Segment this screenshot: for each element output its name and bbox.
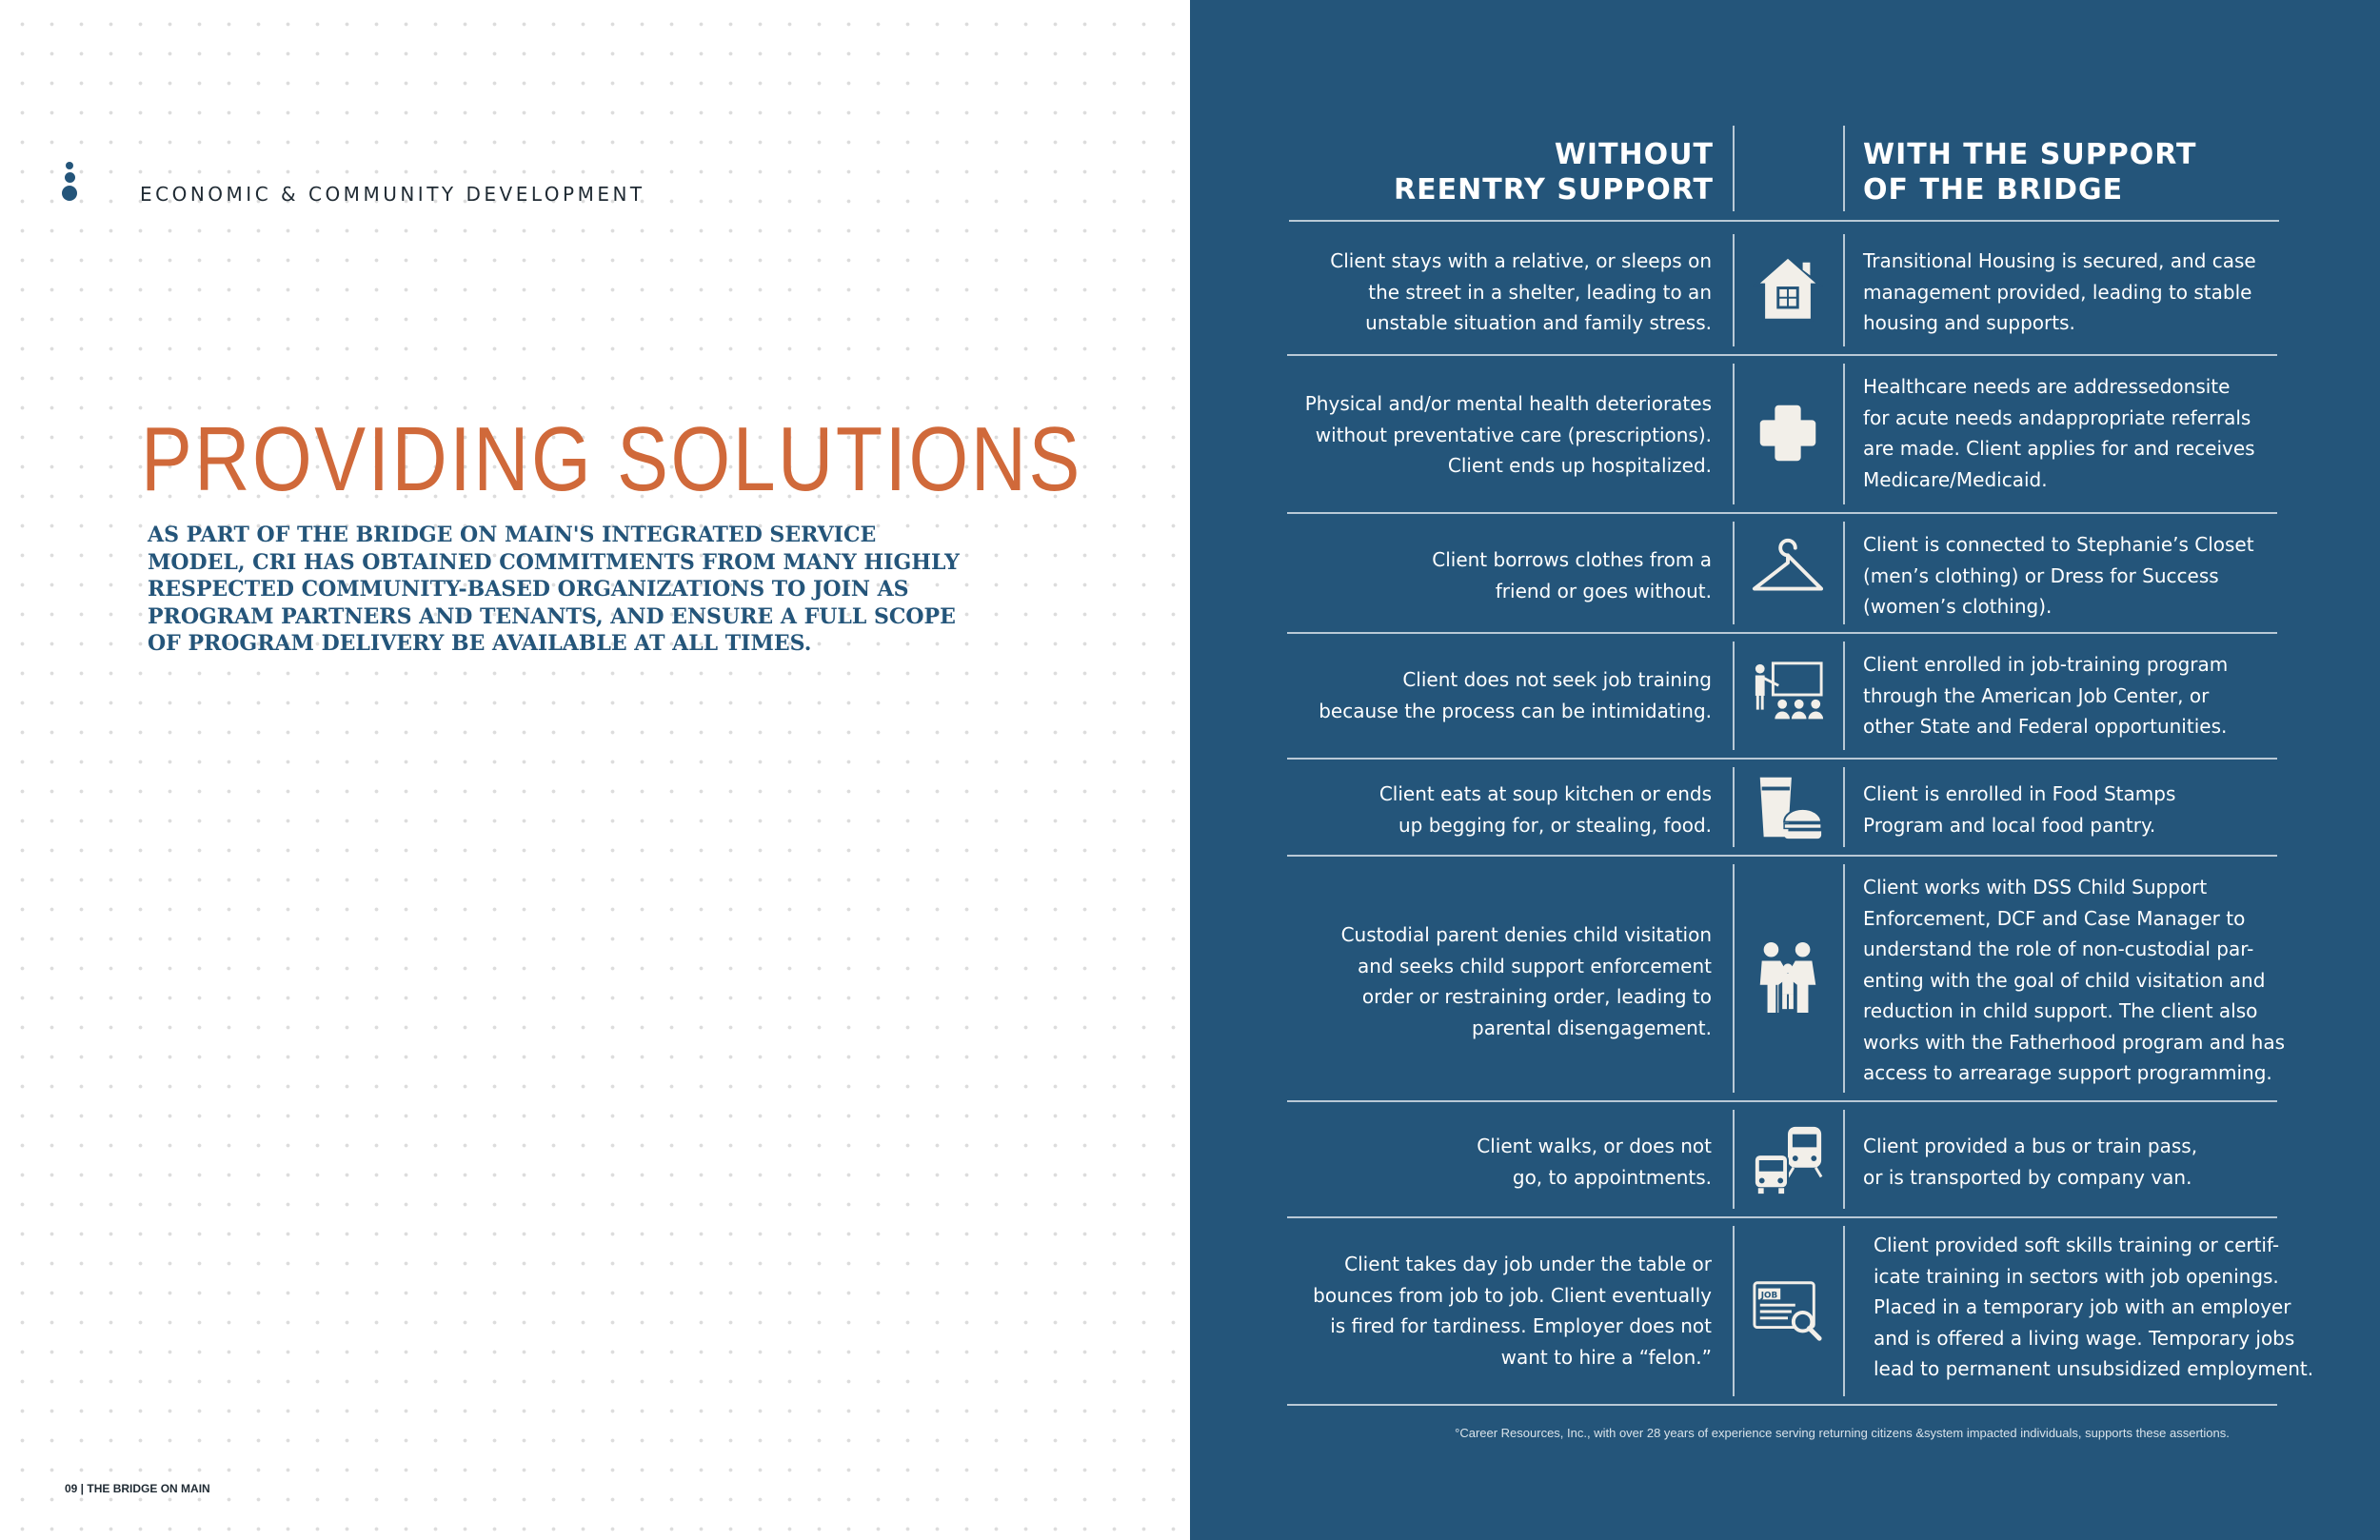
column-divider xyxy=(1843,126,1845,211)
without-support-text: Physical and/or mental health deteriorates without preventative care (prescriptions). Client ends up hospitalized. xyxy=(1304,392,1712,477)
column-divider xyxy=(1843,522,1845,624)
with-support-text: Client enrolled in job-training program through the American Job Center, or other State and Federal opportunities. xyxy=(1863,653,2229,738)
header-with: WITH THE SUPPORT OF THE BRIDGE xyxy=(1863,138,2197,207)
column-divider xyxy=(1733,864,1735,1093)
column-divider xyxy=(1843,642,1845,750)
house-icon xyxy=(1751,251,1825,326)
column-divider xyxy=(1733,364,1735,504)
intro-paragraph: AS PART OF THE BRIDGE ON MAIN'S INTEGRATED SERVICE MODEL, CRI HAS OBTAINED COMMITMENTS FROM MANY HIGHLY RESPECTED COMMUNITY-BASED ORGANIZATIONS TO JOIN AS PROGRAM PARTNERS AND TENANTS, AND ENSURE A FULL SCOPE OF PROGRAM DELIVERY BE AVAILABLE AT ALL TIMES. xyxy=(148,523,960,656)
without-support-text: Client takes day job under the table or bounces from job to job. Client eventually is fired for tardiness. Employer does not want to hire a “felon.” xyxy=(1313,1253,1712,1369)
without-support-text: Client walks, or does not go, to appointments. xyxy=(1477,1135,1712,1189)
column-divider xyxy=(1843,1226,1845,1396)
row-divider xyxy=(1287,512,2277,514)
family-icon xyxy=(1751,940,1825,1015)
column-divider xyxy=(1733,642,1735,750)
row-divider xyxy=(1287,1216,2277,1218)
row-divider xyxy=(1287,1404,2277,1406)
hanger-icon xyxy=(1751,535,1825,609)
without-support-text: Custodial parent denies child visitation and seeks child support enforcement order or restraining order, leading to parental disengagement. xyxy=(1340,923,1712,1039)
header-without: WITHOUT REENTRY SUPPORT xyxy=(1394,138,1714,207)
row-divider xyxy=(1289,220,2279,222)
job-search-icon xyxy=(1751,1273,1825,1348)
column-divider xyxy=(1843,767,1845,847)
column-divider xyxy=(1733,522,1735,624)
bus-train-icon xyxy=(1751,1123,1825,1197)
bullet-dots-icon xyxy=(61,162,78,204)
column-divider xyxy=(1733,234,1735,346)
row-divider xyxy=(1287,354,2277,356)
column-divider xyxy=(1733,1226,1735,1396)
column-divider xyxy=(1843,234,1845,346)
without-support-text: Client does not seek job training because the process can be intimidating. xyxy=(1319,668,1712,722)
svg-text:JOB: JOB xyxy=(1760,1291,1778,1301)
with-support-text: Client provided soft skills training or certif- icate training in sectors with job openings. Placed in a temporary job with an employer and is offered a living wage. Temporary jobs lead to permanent unsubsidized employment. xyxy=(1874,1234,2314,1380)
with-support-text: Client works with DSS Child Support Enforcement, DCF and Case Manager to understand the role of non-custodial par- enting with the goal of child visitation and reduction in child support. The client also works with the Fatherhood program and has access to arrearage support programming. xyxy=(1863,876,2286,1084)
with-support-text: Client provided a bus or train pass, or is transported by company van. xyxy=(1863,1135,2198,1189)
column-divider xyxy=(1733,767,1735,847)
row-divider xyxy=(1287,855,2277,857)
without-support-text: Client stays with a relative, or sleeps on the street in a shelter, leading to an unstable situation and family stress. xyxy=(1330,249,1712,334)
column-divider xyxy=(1843,364,1845,504)
without-support-text: Client eats at soup kitchen or ends up begging for, or stealing, food. xyxy=(1378,782,1712,837)
column-divider xyxy=(1843,1110,1845,1209)
food-drink-icon xyxy=(1751,770,1825,844)
footnote: °Career Resources, Inc., with over 28 years of experience serving returning citizens &system impacted individuals, supports these assertions. xyxy=(1455,1426,2230,1440)
with-support-text: Client is enrolled in Food Stamps Program and local food pantry. xyxy=(1863,782,2176,837)
row-divider xyxy=(1287,758,2277,760)
without-support-text: Client borrows clothes from a friend or goes without. xyxy=(1432,548,1712,602)
with-support-text: Transitional Housing is secured, and case management provided, leading to stable housing and supports. xyxy=(1863,249,2256,334)
page-footer: 09 | THE BRIDGE ON MAIN xyxy=(65,1482,210,1495)
column-divider xyxy=(1733,126,1735,211)
column-divider xyxy=(1843,864,1845,1093)
row-divider xyxy=(1287,632,2277,634)
section-label: ECONOMIC & COMMUNITY DEVELOPMENT xyxy=(140,183,645,206)
with-support-text: Client is connected to Stephanie’s Closet (men’s clothing) or Dress for Success (women’s clothing). xyxy=(1863,533,2254,618)
row-divider xyxy=(1287,1100,2277,1102)
medical-cross-icon xyxy=(1751,396,1825,470)
page-title: PROVIDING SOLUTIONS xyxy=(141,408,1082,510)
column-divider xyxy=(1733,1110,1735,1209)
with-support-text: Healthcare needs are addressedonsite for acute needs andappropriate referrals are made. Client applies for and receives Medicare/Medicaid. xyxy=(1863,375,2255,491)
training-class-icon xyxy=(1751,658,1825,732)
